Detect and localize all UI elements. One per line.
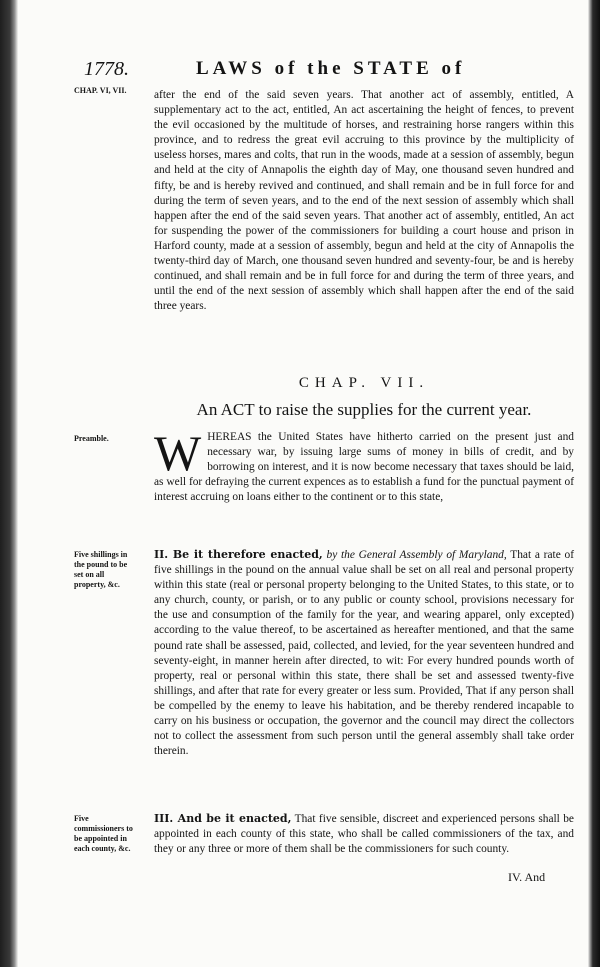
margin-five-commissioners: Five commissioners to be appointed in each county, &c. (74, 814, 133, 853)
page-year: 1778. (84, 58, 129, 80)
section-ii-italic: by the General Assembly of Maryland, (326, 549, 507, 561)
act-title: An ACT to raise the supplies for the current year. (196, 400, 532, 419)
section-ii-lead: II. Be it therefore enacted, (154, 548, 323, 561)
section-ii-text: That a rate of five shillings in the pound on the annual value shall be set on all real and personal property within this state (real or personal property belonging to the United States, to this state, or to any church, county, or parish, or to any public or county school, provisions necessary for the use and consumption of the family for the year, and wearing apparel, only excepted) according to the value thereof, to be ascertained as hereafter mentioned, and that the same pound rate shall be assessed, paid, collected, and levied, for the year seventeen hundred and seventy-eight, in manner herein after directed, to wit: For every hundred pounds worth of property, real or personal within this state, there shall be set and assessed twenty-five shillings, and after that rate for every greater or less sum. Provided, That if any person shall be compelled by the enemy to leave his habitation, and be thereby rendered incapable to carry on his business or occupation, the governor and the council may direct the collectors not to collect the assessment from such person until the general assembly shall take order therein. (154, 549, 574, 758)
running-title: LAWS of the STATE of (196, 58, 466, 79)
catchword: IV. And (508, 870, 546, 884)
section-iii-lead: III. And be it enacted, (154, 812, 292, 825)
drop-cap: W (154, 425, 202, 481)
section-iii-text: That five sensible, discreet and experienced persons shall be appointed in each county of this state, who shall be called commissioners of the tax, and they or any three or more of them shall be the commissioners for such county. (154, 813, 574, 856)
section-ii-paragraph (154, 547, 574, 759)
scan-edge-right (588, 0, 600, 967)
continuation-paragraph: after the end of the said seven years. That another act of assembly, entitled, A supplementary act to the act, entitled, An act ascertaining the height of fences, to prevent the evil occasioned by the multitude of horses, and restraining horse rangers within this province, and to redress the great evil accruing to this province by the multiplicity of useless horses, mares and colts, that run in the woods, made at a session of assembly, begun and held at the city of Annapolis the eighth day of May, one thousand seven hundred and fifty, be and is hereby revived and continued, and shall remain and be in full force for and during the term of seven years, and to the end of the next session of assembly which shall happen after the end of the said seven years. That another act of assembly, entitled, An act for suspending the power of the commissioners for building a court house and prison in Harford county, made at a session of assembly, begun and held at the city of Annapolis the twenty-third day of March, one thousand seven hundred and seventy-four, be and is hereby continued, and shall remain and be in full force for and during the term of three years, and until the end of the next session of assembly which shall happen after the end of the said three years. (154, 89, 574, 313)
book-page (18, 0, 588, 967)
chapter-heading: CHAP. VII. (298, 375, 430, 391)
margin-five-shillings: Five shillings in the pound to be set on all property, &c. (74, 550, 128, 589)
preamble-paragraph (154, 425, 574, 505)
margin-chap-reference: CHAP. VI, VII. (74, 86, 127, 95)
scan-edge-left (0, 0, 18, 967)
page-header (84, 58, 574, 84)
preamble-text: HEREAS the United States have hitherto carried on the present just and necessary war, by issuing large sums of money in bills of credit, and by borrowing on interest, and it is now become necessary that taxes should be laid, as well for defraying the current expences as to establish a fund for the punctual payment of interest accruing on loans either to the continent or to this state, (154, 431, 574, 504)
margin-preamble: Preamble. (74, 434, 109, 443)
section-iii-paragraph (154, 811, 574, 857)
